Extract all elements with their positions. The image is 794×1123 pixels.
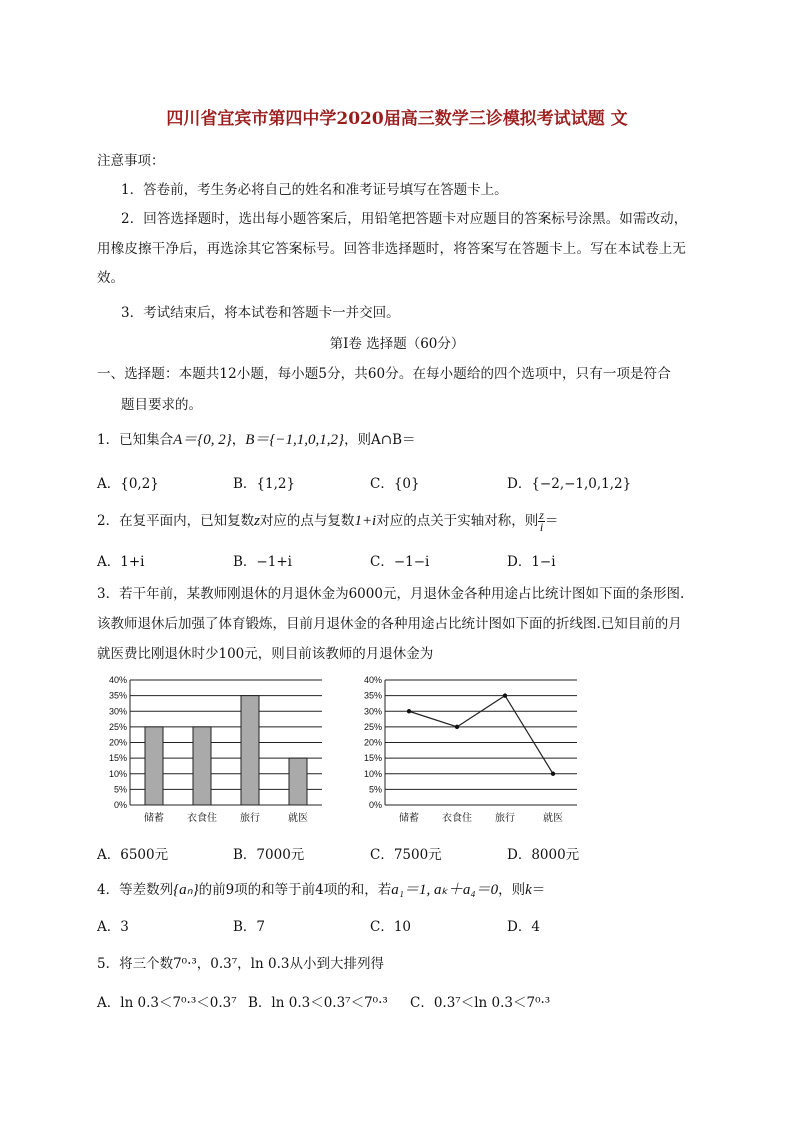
q2-option-b: B．−1+i bbox=[233, 554, 292, 570]
line-chart-point bbox=[407, 709, 411, 713]
q2-eq: ＝ bbox=[544, 513, 559, 529]
line-chart-ytick-label: 15% bbox=[363, 753, 382, 764]
q2-frac-num: z bbox=[539, 508, 544, 522]
bar-chart-ytick-label: 30% bbox=[108, 706, 127, 717]
line-chart-ytick-label: 25% bbox=[363, 721, 382, 732]
q4-option-d: D．4 bbox=[507, 919, 540, 935]
line-chart-point bbox=[551, 772, 555, 776]
bar-chart-ytick-label: 10% bbox=[108, 768, 127, 779]
bar-chart-ytick-label: 40% bbox=[108, 675, 127, 685]
line-chart-point bbox=[455, 725, 459, 729]
notice-item-2-line-3: 效。 bbox=[97, 270, 124, 286]
q4-seq: {aₙ} bbox=[173, 882, 199, 898]
line-chart-ytick-label: 40% bbox=[363, 675, 382, 685]
part1-line-2: 题目要求的。 bbox=[121, 397, 202, 413]
line-chart-series-line bbox=[409, 696, 553, 774]
notice-item-3: 3．考试结束后，将本试卷和答题卡一并交回。 bbox=[121, 305, 400, 321]
q2-w: 1+i bbox=[354, 513, 377, 529]
q4-cond: a₁＝1, aₖ＋a₄＝0 bbox=[391, 882, 499, 898]
q2-text-2: 对应的点与复数 bbox=[259, 513, 355, 529]
q4-k: k bbox=[525, 882, 532, 898]
line-chart-ytick-label: 20% bbox=[363, 737, 382, 748]
q1-option-a: A．{0,2} bbox=[97, 476, 159, 492]
bar-chart-ytick-label: 15% bbox=[108, 753, 127, 764]
q4-option-b: B．7 bbox=[233, 919, 266, 935]
bar-chart-category-label: 衣食住 bbox=[187, 813, 217, 824]
notice-heading: 注意事项： bbox=[97, 153, 165, 169]
bar-chart-bar bbox=[289, 758, 307, 805]
q1-sep: ， bbox=[231, 432, 246, 448]
bar-chart-bar bbox=[241, 696, 259, 805]
bar-chart-bar bbox=[193, 727, 211, 805]
q4-text-2: 的前9项的和等于前4项的和，若 bbox=[198, 882, 392, 898]
bar-chart-bar bbox=[145, 727, 163, 805]
q1-prefix: 1．已知集合 bbox=[97, 432, 174, 448]
q1-set-a: A＝{0, 2} bbox=[173, 432, 232, 448]
bar-chart-ytick-label: 20% bbox=[108, 737, 127, 748]
q3-line-1: 3．若干年前，某教师刚退休的月退休金为6000元，月退休金各种用途占比统计图如下面的条形图. bbox=[97, 586, 685, 602]
line-chart-category-label: 就医 bbox=[543, 813, 563, 824]
part1-line-1: 一、选择题：本题共12小题，每小题5分，共60分。在每小题给的四个选项中，只有一项是符合 bbox=[97, 366, 671, 382]
q1-suffix: ，则A∩B＝ bbox=[344, 432, 416, 448]
notice-item-2-line-2: 用橡皮擦干净后，再选涂其它答案标号。回答非选择题时，将答案写在答题卡上。写在本试卷上无 bbox=[97, 241, 687, 257]
q5-option-b: B．ln 0.3＜0.3⁷＜7⁰·³ bbox=[248, 995, 388, 1011]
line-chart-ytick-label: 5% bbox=[368, 784, 382, 795]
q4-eq: ＝ bbox=[531, 882, 546, 898]
bar-chart-category-label: 储蓄 bbox=[144, 813, 164, 824]
notice-item-1: 1．答卷前，考生务必将自己的姓名和准考证号填写在答题卡上。 bbox=[121, 182, 508, 198]
q1-set-b: B＝{−1,1,0,1,2} bbox=[245, 432, 345, 448]
q1-option-b: B．{1,2} bbox=[233, 476, 296, 492]
q5-option-a: A．ln 0.3＜7⁰·³＜0.3⁷ bbox=[97, 995, 237, 1011]
notice-item-2-line-1: 2．回答选择题时，选出每小题答案后，用铅笔把答题卡对应题目的答案标号涂黑。如需改动， bbox=[121, 211, 688, 227]
question-5: 5．将三个数7⁰·³，0.3⁷，ln 0.3从小到大排列得 bbox=[97, 956, 384, 972]
line-chart-point bbox=[503, 693, 507, 697]
q4-text-3: ，则 bbox=[498, 882, 526, 898]
line-chart-category-label: 旅行 bbox=[495, 813, 515, 824]
q2-text-3: 对应的点关于实轴对称，则 bbox=[376, 513, 539, 529]
bar-chart-ytick-label: 25% bbox=[108, 721, 127, 732]
q2-text-1: 2．在复平面内，已知复数 bbox=[97, 513, 255, 529]
question-1 bbox=[97, 428, 416, 449]
question-4 bbox=[97, 878, 545, 899]
line-chart bbox=[352, 672, 592, 832]
bar-chart-ytick-label: 5% bbox=[113, 784, 127, 795]
bar-chart-ytick-label: 35% bbox=[108, 690, 127, 701]
q3-option-d: D．8000元 bbox=[507, 847, 580, 863]
q4-option-c: C．10 bbox=[370, 919, 412, 935]
question-2 bbox=[97, 509, 558, 533]
document-title: 四川省宜宾市第四中学2020届高三数学三诊模拟考试试题 文 bbox=[166, 109, 628, 129]
q4-text-1: 4．等差数列 bbox=[97, 882, 174, 898]
q2-fraction bbox=[538, 510, 545, 533]
section-title: 第Ⅰ卷 选择题（60分） bbox=[329, 336, 465, 352]
q1-option-c: C．{0} bbox=[370, 476, 420, 492]
q3-line-2: 该教师退休后加强了体育锻炼，目前月退休金的各种用途占比统计图如下面的折线图.已知目前的月 bbox=[97, 616, 682, 632]
line-chart-ytick-label: 35% bbox=[363, 690, 382, 701]
q2-frac-den: i bbox=[539, 520, 544, 534]
bar-chart-category-label: 旅行 bbox=[240, 813, 260, 824]
line-chart-category-label: 储蓄 bbox=[399, 813, 419, 824]
line-chart-ytick-label: 30% bbox=[363, 706, 382, 717]
q2-option-d: D．1−i bbox=[507, 554, 556, 570]
q4-option-a: A．3 bbox=[97, 919, 129, 935]
bar-chart-category-label: 就医 bbox=[288, 813, 308, 824]
line-chart-ytick-label: 10% bbox=[363, 768, 382, 779]
q2-z: z bbox=[254, 513, 260, 529]
bar-chart bbox=[97, 672, 337, 832]
q3-line-3: 就医费比刚退休时少100元，则目前该教师的月退休金为 bbox=[97, 646, 434, 662]
line-chart-category-label: 衣食住 bbox=[442, 813, 472, 824]
q5-option-c: C．0.3⁷＜ln 0.3＜7⁰·³ bbox=[410, 995, 551, 1011]
bar-chart-ytick-label: 0% bbox=[113, 800, 127, 810]
q3-option-b: B．7000元 bbox=[233, 847, 305, 863]
q3-option-c: C．7500元 bbox=[370, 847, 442, 863]
q2-option-c: C．−1−i bbox=[370, 554, 430, 570]
line-chart-ytick-label: 0% bbox=[368, 800, 382, 810]
q1-option-d: D．{−2,−1,0,1,2} bbox=[507, 476, 632, 492]
q3-option-a: A．6500元 bbox=[97, 847, 169, 863]
q2-option-a: A．1+i bbox=[97, 554, 145, 570]
